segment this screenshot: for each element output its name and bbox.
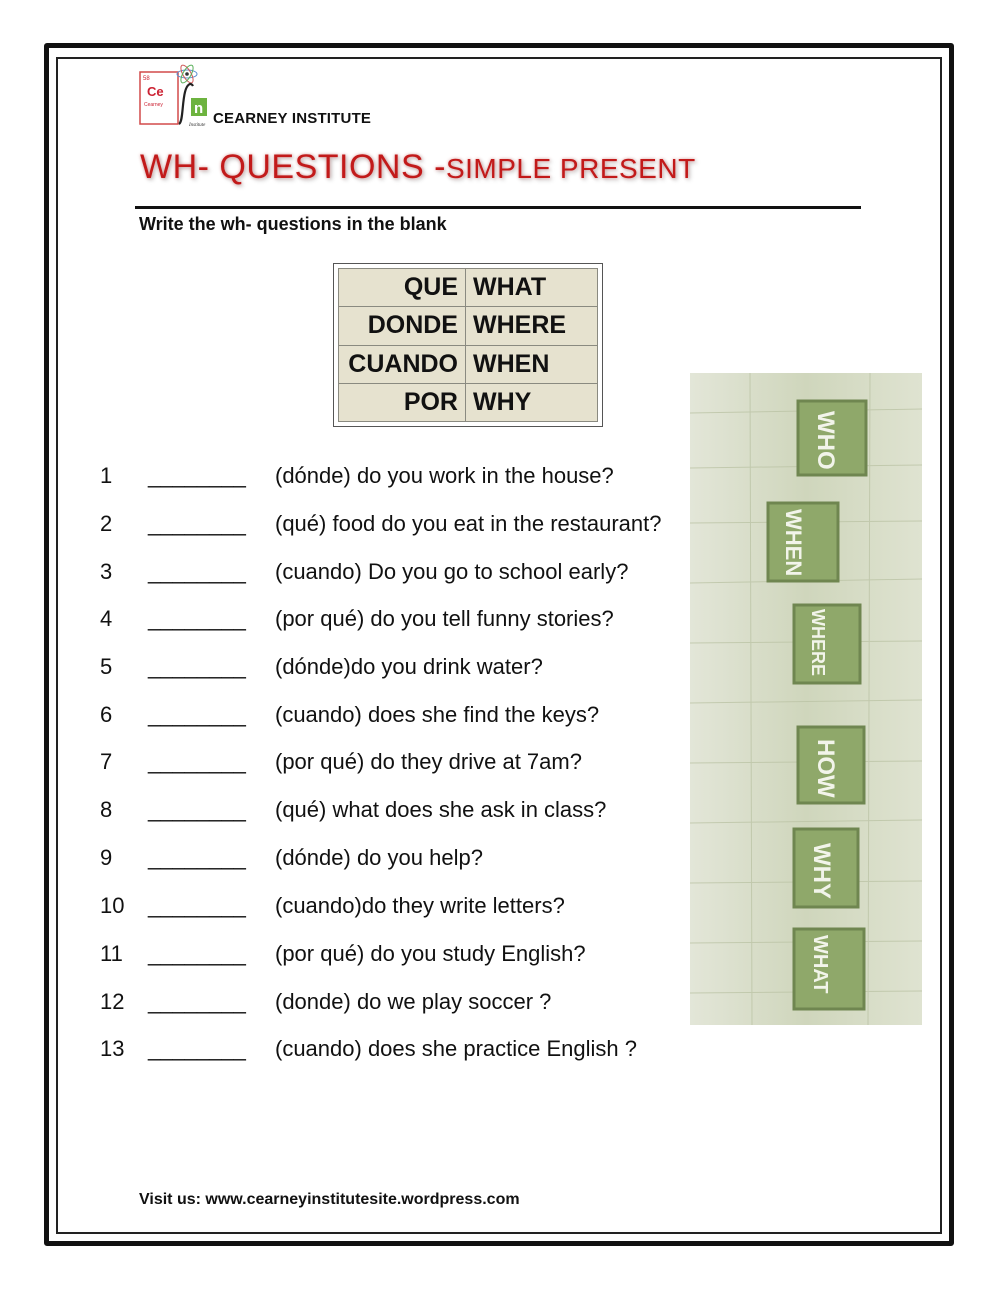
question-number: 3 xyxy=(100,559,113,584)
vocab-row xyxy=(339,269,598,307)
sign-when-label: WHEN xyxy=(781,509,806,577)
logo-element: Ce xyxy=(147,84,164,99)
vocab-spanish: DONDE xyxy=(339,307,466,345)
question-text: (por qué) do they drive at 7am? xyxy=(275,749,582,774)
question-number: 9 xyxy=(100,845,113,870)
answer-blank[interactable]: ________ xyxy=(148,893,246,918)
vocab-spanish: CUANDO xyxy=(339,345,466,383)
question-text: (dónde) do you help? xyxy=(275,845,483,870)
answer-blank[interactable]: ________ xyxy=(148,1036,246,1061)
question-number: 13 xyxy=(100,1036,125,1061)
vocab-english: WHAT xyxy=(466,269,598,307)
question-number: 10 xyxy=(100,893,125,918)
vocab-english: WHEN xyxy=(466,345,598,383)
title-sub: SIMPLE PRESENT xyxy=(445,153,696,184)
question-number: 7 xyxy=(100,749,113,774)
sign-when xyxy=(768,503,838,581)
question-text: (por qué) do you tell funny stories? xyxy=(275,606,614,631)
question-text: (cuando)do they write letters? xyxy=(275,893,565,918)
vocab-row xyxy=(339,307,598,345)
answer-blank[interactable]: ________ xyxy=(148,797,246,822)
answer-blank[interactable]: ________ xyxy=(148,702,246,727)
question-text: (cuando) Do you go to school early? xyxy=(275,559,629,584)
answer-blank[interactable]: ________ xyxy=(148,559,246,584)
question-number: 6 xyxy=(100,702,113,727)
logo-script: Institute xyxy=(189,123,206,128)
logo-number: 58 xyxy=(143,76,150,82)
question-number: 5 xyxy=(100,654,113,679)
header-divider xyxy=(135,206,861,209)
wh-signs-image xyxy=(690,373,922,1025)
question-number: 11 xyxy=(100,941,123,966)
question-number: 2 xyxy=(100,511,113,536)
answer-blank[interactable]: ________ xyxy=(148,941,246,966)
worksheet-title xyxy=(140,148,696,187)
answer-blank[interactable]: ________ xyxy=(148,845,246,870)
question-number: 4 xyxy=(100,606,113,631)
vocab-row xyxy=(339,345,598,383)
vocab-english: WHERE xyxy=(466,307,598,345)
question-number: 1 xyxy=(100,463,113,488)
answer-blank[interactable]: ________ xyxy=(148,463,246,488)
sign-how-label: HOW xyxy=(812,739,839,798)
vocab-spanish: POR xyxy=(339,383,466,421)
vocab-english: WHY xyxy=(466,383,598,421)
question-text: (por qué) do you study English? xyxy=(275,941,586,966)
question-text: (qué) food do you eat in the restaurant? xyxy=(275,511,662,536)
question-number: 8 xyxy=(100,797,113,822)
institute-name: CEARNEY INSTITUTE xyxy=(213,110,372,127)
sign-where-label: WHERE xyxy=(808,609,828,676)
sign-what-label: WHAT xyxy=(809,935,831,994)
answer-blank[interactable]: ________ xyxy=(148,989,246,1014)
sign-where xyxy=(794,605,860,683)
sign-why xyxy=(794,829,858,907)
question-text: (cuando) does she find the keys? xyxy=(275,702,600,727)
svg-text:n: n xyxy=(194,100,204,117)
answer-blank[interactable]: ________ xyxy=(148,606,246,631)
title-main: WH- QUESTIONS - xyxy=(140,148,446,186)
instruction-text: Write the wh- questions in the blank xyxy=(139,214,447,234)
logo-element-name: Cearney xyxy=(144,102,163,108)
answer-blank[interactable]: ________ xyxy=(148,654,246,679)
answer-blank[interactable]: ________ xyxy=(148,511,246,536)
institute-logo xyxy=(139,64,211,130)
vocabulary-table xyxy=(333,263,603,427)
vocab-spanish: QUE xyxy=(339,269,466,307)
question-text: (cuando) does she practice English ? xyxy=(275,1036,637,1061)
question-text: (dónde)do you drink water? xyxy=(275,654,543,679)
sign-how xyxy=(798,727,864,803)
question-number: 12 xyxy=(100,989,125,1014)
sign-who xyxy=(798,401,866,475)
sign-why-label: WHY xyxy=(808,843,835,899)
vocab-row xyxy=(339,383,598,421)
question-text: (qué) what does she ask in class? xyxy=(275,797,607,822)
answer-blank[interactable]: ________ xyxy=(148,749,246,774)
sign-who-label: WHO xyxy=(812,411,839,470)
question-text: (donde) do we play soccer ? xyxy=(275,989,552,1014)
sign-what xyxy=(794,929,864,1009)
question-text: (dónde) do you work in the house? xyxy=(275,463,614,488)
footer-website: Visit us: www.cearneyinstitutesite.wordpress.com xyxy=(139,1191,520,1208)
